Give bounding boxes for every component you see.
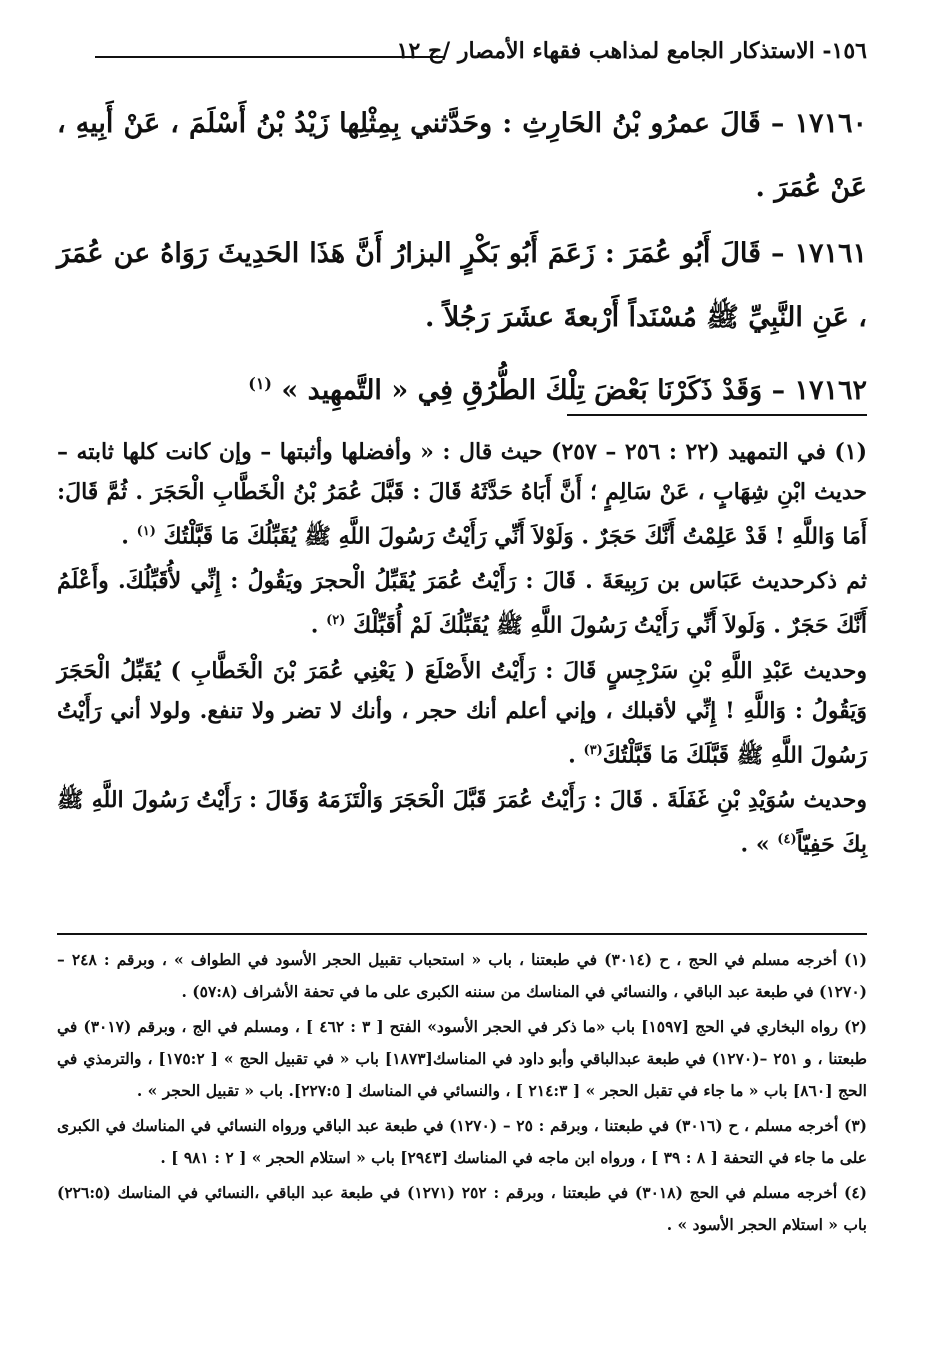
paragraph-17161: ١٧١٦١ – قَالَ أَبُو عُمَرَ : زَعَمَ أَبُو بَكْرٍ البزارُ أَنَّ هَذَا الحَدِيثَ رَوَاهُ عن عُمَرَ ، عَنِ النَّبِيِّ ﷺ مُسْنَداً أَرْبعةَ عشَرَ رَجُلاً . [57,238,867,333]
footnote-end-mark: » . [740,831,770,858]
footnote-paragraph: وحديث سُوَيْدِ بْنِ غَفَلَةَ . قَالَ : رَأَيْتُ عُمَرَ قَبَّلَ الْحَجَرَ وَالْتَزَمَهُ وَقَالَ : رَأَيْتُ رَسُولَ اللَّهِ ﷺ بِكَ حَفِيّاً$^{(٤)}$ » . [57,786,867,858]
footnote-paragraph: ثم ذكرحديث عَبَاس بن رَبِيعَةَ . قَالَ : رَأَيْتُ عُمَرَ يُقَبِّلُ الْحجرَ ويَقُولُ : إِنِّي لأُقَبِّلُكَ. وأَعْلَمُ أَنَّكَ حَجَرٌ . وَلَولاَ أَنِّي رَأَيْتُ رَسُولَ اللَّهِ ﷺ يُقَبِّلُكَ لَمْ أُقَبِّلْكَ $^{(٢)}$ . [57,568,867,639]
running-header-title: ١٥٦- الاستذكار الجامع لمذاهب فقهاء الأمصار /ج ١٢ [396,38,867,64]
subnote-1: (١) أخرجه مسلم في الحج ، ح (٣٠١٤) في طبعتنا ، باب « استحباب تقبيل الحجر الأسود في الطواف » ، وبرقم : ٢٤٨ – (١٢٧٠) في طبعة عبد الباقي ، والنسائي في المناسك من سننه الكبرى على ما في تحفة الأشراف (٥٧:٨) . [57,950,867,1001]
footnote-block [57,432,867,869]
page-header [95,38,867,72]
footnote-paragraph: وحديث عَبْدِ اللَّهِ بْنِ سَرْجِسٍ قَالَ : رَأَيْتُ الأَصْلَعَ ( يَعْنِي عُمَرَ بْنَ الْخَطَّابِ ) يُقَبِّلُ الْحَجَرَ وَيَقُولُ : وَاللَّهِ ! إِنِّي لأقبلك ، وإني أعلم أنك حجر ، وأنك لا تضر ولا تنفع. ولولا أني رَأَيْتُ رَسُولَ اللَّهِ ﷺ قَبَّلَكَ مَا قَبَّلْتُكَ$^{(٣)}$ . [57,657,867,768]
paragraph-17160: ١٧١٦٠ – قَالَ عمرُو بْنُ الحَارِثِ : وحَدَّثني بِمِثْلِها زَيْدُ بْنُ أَسْلَمَ ، عَنْ أَبِيهِ ، عَنْ عُمَرَ . [57,108,867,203]
paragraph-17162: ١٧١٦٢ – وَقَدْ ذَكَرْنَا بَعْضَ تِلْكَ الطُّرُقِ فِي « التَّمهِيد » $^{(١)}$ [248,374,867,406]
subnote-3: (٣) أخرجه مسلم ، ح (٣٠١٦) في طبعتنا ، وبرقم : ٢٥ – (١٢٧٠) في طبعة عبد الباقي ورواه النسائي في المناسك في الكبرى على ما جاء في التحفة [ ٨ : ٣٩ ] ، ورواه ابن ماجه في المناسك [٢٩٤٣] باب « استلام الحجر » [ ٢ : ٩٨١ ] . [57,1116,867,1167]
subnotes-block [57,944,867,1244]
main-text [57,92,867,425]
footnote-paragraph: (١) في التمهيد (٢٢ : ٢٥٦ – ٢٥٧) حيث قال : « وأفضلها وأثبتها – وإن كانت كلها ثابته – حديث ابْنِ شِهَابٍ ، عَنْ سَالِمٍ ؛ أَنَّ أَبَاهُ حَدَّثَهُ قَالَ : قَبَّلَ عُمَرُ بْنُ الْخَطَّابِ الْحَجَرَ . ثُمَّ قَالَ: أَمَا وَاللَّهِ ! قَدْ عَلِمْتُ أَنَّكَ حَجَرٌ . وَلَوْلاَ أَنِّي رَأَيْتُ رَسُولَ اللَّهِ ﷺ يُقَبِّلُكَ مَا قَبَّلْتُكَ $^{(١)}$ . [57,439,867,550]
inner-note-mark: (٢) [326,613,346,629]
subnotes-separator-rule [57,933,867,935]
inner-note-mark: (٣) [583,742,603,758]
subnote-2: (٢) رواه البخاري في الحج [١٥٩٧] باب «ما ذكر في الحجر الأسود» الفتح [ ٣ : ٤٦٢ ] ، ومسلم في الج ، وبرقم (٣٠١٧) في طبعتنا ، و ٢٥١ –(١٢٧٠) في طبعة عبدالباقي وأبو داود في المناسك[١٨٧٣] باب « في تقبيل الحج » [ ١٧٥:٢] ، والترمذي في الحج [٨٦٠] باب « ما جاء في تقبل الحجر » [ ٢١٤:٣ ] ، والنسائي في المناسك [ ٢٢٧:٥]. باب « تقبيل الحجر » . [57,1017,868,1100]
header-rule [95,56,445,58]
subnote-4: (٤) أخرجه مسلم في الحج (٣٠١٨) في طبعتنا ، وبرقم : ٢٥٢ (١٢٧١) في طبعة عبد الباقي ،النسائي في المناسك (٢٢٦:٥) باب « استلام الحجر الأسود » . [57,1183,867,1234]
inner-note-mark: (١) [136,524,156,539]
footnote-ref-mark: (١) [248,374,272,393]
footnote-separator-rule [567,414,867,416]
inner-note-mark: (٤) [777,831,797,847]
